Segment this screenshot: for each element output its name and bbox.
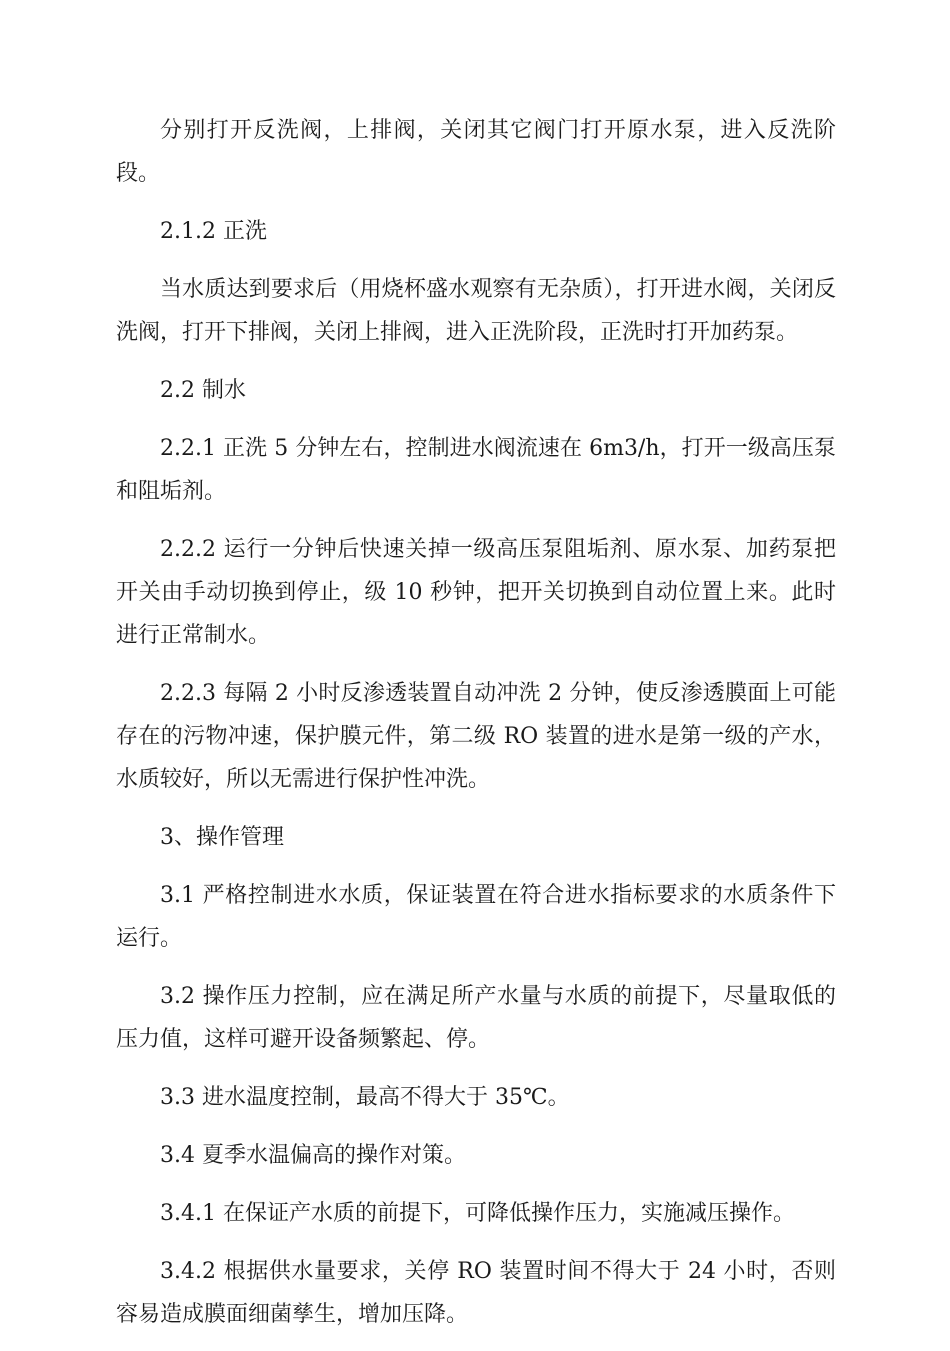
heading-2-1-2: 2.1.2 正洗: [160, 219, 267, 244]
paragraph-2-2-2: 2.2.2 运行一分钟后快速关掉一级高压泵阻垢剂、原水泵、加药泵把开关由手动切换到停止，级 10 秒钟，把开关切换到自动位置上来。此时进行正常制水。: [116, 537, 836, 648]
paragraph-3-1: 3.1 严格控制进水水质，保证装置在符合进水指标要求的水质条件下运行。: [116, 883, 836, 951]
paragraph-backwash-steps: 分别打开反洗阀，上排阀，关闭其它阀门打开原水泵，进入反洗阶段。: [116, 118, 836, 186]
paragraph-3-4: 3.4 夏季水温偏高的操作对策。: [160, 1143, 466, 1168]
paragraph-2-2-1: 2.2.1 正洗 5 分钟左右，控制进水阀流速在 6m3/h，打开一级高压泵和阻垢剂。: [116, 436, 836, 504]
paragraph-3-4-2: 3.4.2 根据供水量要求，关停 RO 装置时间不得大于 24 小时，否则容易造成膜面细菌孳生，增加压降。: [116, 1259, 836, 1327]
paragraph-3-4-1: 3.4.1 在保证产水质的前提下，可降低操作压力，实施减压操作。: [160, 1201, 795, 1226]
paragraph-3-2: 3.2 操作压力控制，应在满足所产水量与水质的前提下，尽量取低的压力值，这样可避开设备频繁起、停。: [116, 984, 836, 1052]
paragraph-forward-wash: 当水质达到要求后（用烧杯盛水观察有无杂质），打开进水阀，关闭反洗阀，打开下排阀，关闭上排阀，进入正洗阶段，正洗时打开加药泵。: [116, 277, 836, 345]
document-body: [116, 109, 836, 1351]
heading-3: 3、操作管理: [160, 825, 284, 850]
paragraph-2-2-3: 2.2.3 每隔 2 小时反渗透装置自动冲洗 2 分钟，使反渗透膜面上可能存在的污物冲速，保护膜元件，第二级 RO 装置的进水是第一级的产水，水质较好，所以无需进行保护性冲洗。: [116, 681, 836, 792]
heading-2-2: 2.2 制水: [160, 378, 246, 403]
paragraph-3-3: 3.3 进水温度控制，最高不得大于 35℃。: [160, 1085, 570, 1110]
